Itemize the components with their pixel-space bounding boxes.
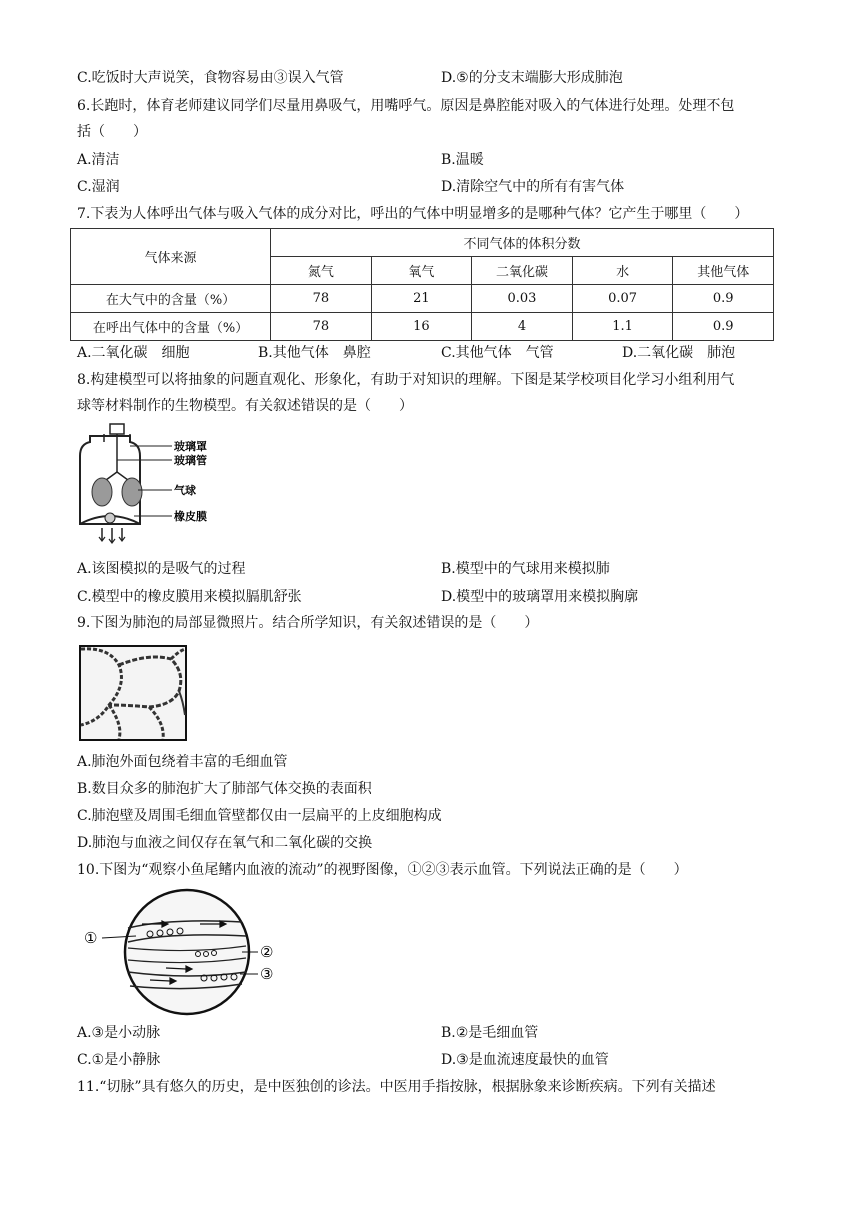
table-col-header: 二氧化碳 — [472, 257, 573, 285]
q5-option-d: D.⑤的分支末端膨大形成肺泡 — [441, 70, 623, 86]
q6-option-b: B.温暖 — [441, 152, 484, 168]
q6-option-a: A.清洁 — [77, 152, 120, 168]
q10-stem: 10.下图为“观察小鱼尾鳍内血液的流动”的视野图像，①②③表示血管。下列说法正确的是（ ） — [77, 862, 688, 878]
table-header-group: 不同气体的体积分数 — [271, 229, 774, 257]
q7-option-a: A.二氧化碳 细胞 — [77, 345, 190, 361]
table-cell: 0.9 — [673, 285, 774, 313]
q5-option-c: C.吃饭时大声说笑，食物容易由③误入气管 — [77, 70, 344, 86]
q10-option-d: D.③是血流速度最快的血管 — [441, 1052, 609, 1068]
q8-option-a: A.该图模拟的是吸气的过程 — [77, 561, 246, 577]
table-row — [71, 313, 774, 341]
table-col-header: 氧气 — [371, 257, 472, 285]
label-glass-tube: 玻璃管 — [174, 454, 207, 467]
table-row-label: 在大气中的含量（%） — [71, 285, 271, 313]
q6-option-d: D.清除空气中的所有有害气体 — [441, 179, 625, 195]
table-cell: 21 — [371, 285, 472, 313]
q8-stem-line2: 球等材料制作的生物模型。有关叙述错误的是（ ） — [77, 398, 413, 414]
table-col-header: 其他气体 — [673, 257, 774, 285]
table-cell: 0.9 — [673, 313, 774, 341]
q7-option-d: D.二氧化碳 肺泡 — [622, 345, 736, 361]
fish-tail-blood-flow-figure — [80, 888, 280, 1018]
microscope-field — [125, 890, 249, 1014]
table-cell: 0.03 — [472, 285, 573, 313]
q8-option-d: D.模型中的玻璃罩用来模拟胸廓 — [441, 589, 639, 605]
label-balloon: 气球 — [174, 484, 196, 497]
q11-stem: 11.“切脉”具有悠久的历史，是中医独创的诊法。中医用手指按脉，根据脉象来诊断疾病。下列有关描述 — [77, 1079, 716, 1095]
q9-option-c: C.肺泡壁及周围毛细血管壁都仅由一层扁平的上皮细胞构成 — [77, 808, 442, 824]
q6-stem-line2: 括（ ） — [77, 124, 147, 140]
q7-stem: 7.下表为人体呼出气体与吸入气体的成分对比，呼出的气体中明显增多的是哪种气体？它产生于哪里（ ） — [77, 206, 749, 222]
q7-option-c: C.其他气体 气管 — [441, 345, 554, 361]
vessel-label-2: ② — [260, 943, 274, 961]
vessel-label-3: ③ — [260, 965, 274, 983]
balloon-right — [122, 478, 142, 506]
balloon-left — [92, 478, 112, 506]
q10-option-a: A.③是小动脉 — [77, 1025, 161, 1041]
q10-option-c: C.①是小静脉 — [77, 1052, 161, 1068]
q9-option-b: B.数目众多的肺泡扩大了肺部气体交换的表面积 — [77, 781, 372, 797]
vessel-label-1: ① — [84, 929, 98, 947]
table-cell: 78 — [271, 285, 372, 313]
label-glass-jar: 玻璃罩 — [174, 440, 207, 453]
table-cell: 1.1 — [572, 313, 673, 341]
table-cell: 78 — [271, 313, 372, 341]
table-row — [71, 285, 774, 313]
q8-option-c: C.模型中的橡皮膜用来模拟膈肌舒张 — [77, 589, 302, 605]
q8-stem-line1: 8.构建模型可以将抽象的问题直观化、形象化，有助于对知识的理解。下图是某学校项目化学习小组利用气 — [77, 372, 735, 388]
table-col-header: 水 — [572, 257, 673, 285]
table-row-label: 在呼出气体中的含量（%） — [71, 313, 271, 341]
table-cell: 4 — [472, 313, 573, 341]
table-header-source: 气体来源 — [71, 229, 271, 285]
q9-stem: 9.下图为肺泡的局部显微照片。结合所学知识，有关叙述错误的是（ ） — [77, 615, 539, 631]
alveoli-micrograph-figure — [79, 645, 187, 741]
q7-option-b: B.其他气体 鼻腔 — [258, 345, 371, 361]
q8-option-b: B.模型中的气球用来模拟肺 — [441, 561, 610, 577]
table-col-header: 氮气 — [271, 257, 372, 285]
table-cell: 16 — [371, 313, 472, 341]
q6-stem-line1: 6.长跑时，体育老师建议同学们尽量用鼻吸气，用嘴呼气。原因是鼻腔能对吸入的气体进行处理。处理不包 — [77, 98, 735, 114]
table-cell: 0.07 — [572, 285, 673, 313]
gas-composition-table — [70, 228, 774, 341]
label-rubber-membrane: 橡皮膜 — [174, 510, 207, 523]
bell-jar-lung-model-figure — [76, 420, 236, 548]
q10-option-b: B.②是毛细血管 — [441, 1025, 539, 1041]
q9-option-a: A.肺泡外面包绕着丰富的毛细血管 — [77, 754, 288, 770]
q9-option-d: D.肺泡与血液之间仅存在氧气和二氧化碳的交换 — [77, 835, 373, 851]
q6-option-c: C.湿润 — [77, 179, 120, 195]
